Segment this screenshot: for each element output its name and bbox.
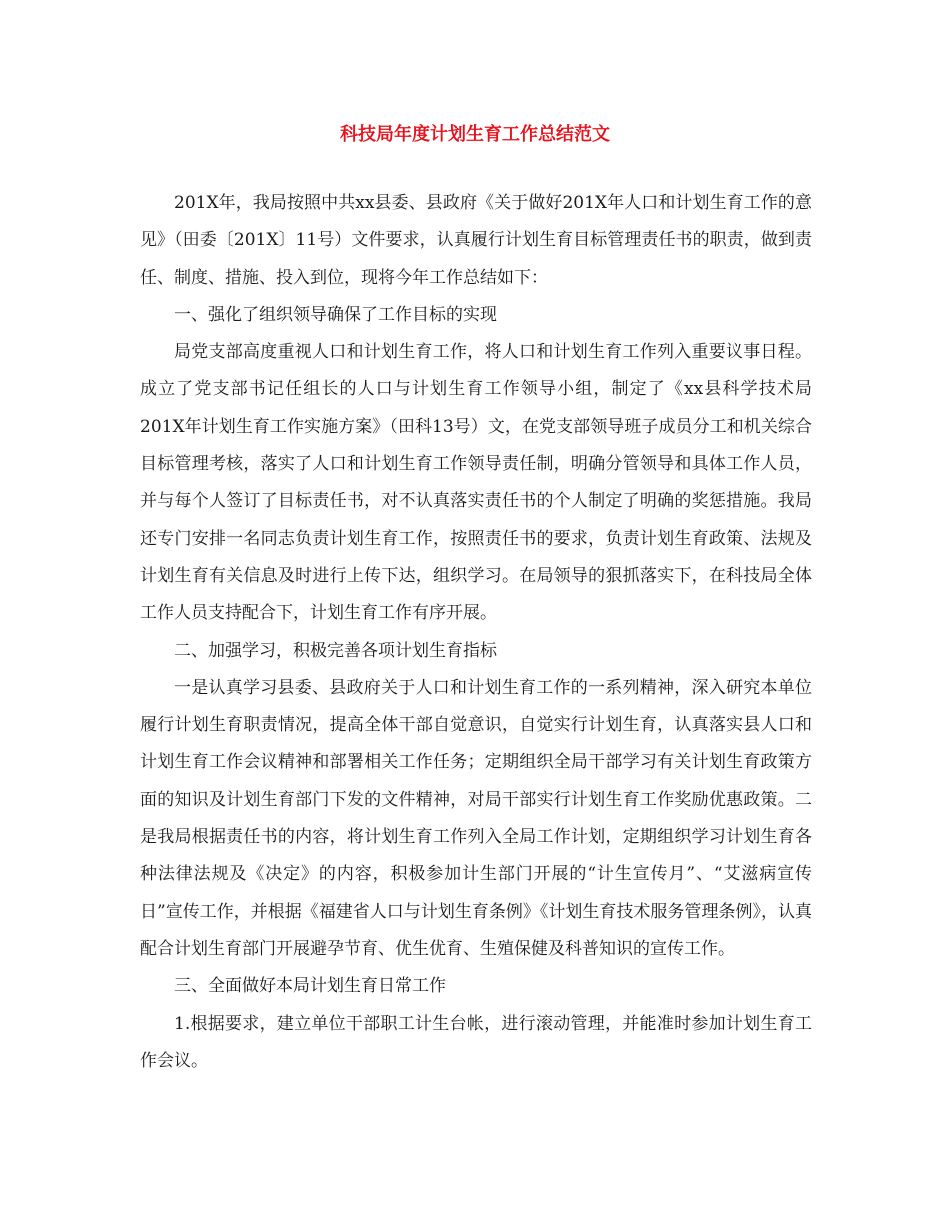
section-heading-3: 三、全面做好本局计划生育日常工作 — [174, 976, 446, 997]
section-heading-2: 二、加强学习，积极完善各项计划生育指标 — [174, 640, 497, 661]
document-title: 科技局年度计划生育工作总结范文 — [340, 124, 610, 145]
document-body — [140, 185, 812, 1080]
paragraph-section-1: 局党支部高度重视人口和计划生育工作，将人口和计划生育工作列入重要议事日程。成立了党支部书记任组长的人口与计划生育工作领导小组，制定了《xx县科学技术局201X年计划生育工作实施方案》（田科13号）文，在党支部领导班子成员分工和机关综合目标管理考核，落实了人口和计划生育工作领导责任制，明确分管领导和具体工作人员，并与每个人签订了目标责任书，对不认真落实责任书的个人制定了明确的奖惩措施。我局还专门安排一名同志负责计划生育工作，按照责任书的要求，负责计划生育政策、法规及计划生育有关信息及时进行上传下达，组织学习。在局领导的狠抓落实下，在科技局全体工作人员支持配合下，计划生育工作有序开展。 — [140, 342, 812, 624]
paragraph-section-2: 一是认真学习县委、县政府关于人口和计划生育工作的一系列精神，深入研究本单位履行计划生育职责情况，提高全体干部自觉意识，自觉实行计划生育，认真落实县人口和计划生育工作会议精神和部署相关工作任务；定期组织全局干部学习有关计划生育政策方面的知识及计划生育部门下发的文件精神，对局干部实行计划生育工作奖励优惠政策。二是我局根据责任书的内容，将计划生育工作列入全局工作计划，定期组织学习计划生育各种法律法规及《决定》的内容，积极参加计生部门开展的“计生宣传月”、“艾滋病宣传日”宣传工作，并根据《福建省人口与计划生育条例》《计划生育技术服务管理条例》，认真配合计划生育部门开展避孕节育、优生优育、生殖保健及科普知识的宣传工作。 — [140, 677, 812, 959]
paragraph-intro: 201X年，我局按照中共xx县委、县政府《关于做好201X年人口和计划生育工作的意见》（田委〔201X〕11号）文件要求，认真履行计划生育目标管理责任书的职责，做到责任、制度、措施、投入到位，现将今年工作总结如下： — [140, 193, 812, 288]
paragraph-section-3-item-1: 1.根据要求，建立单位干部职工计生台帐，进行滚动管理，并能准时参加计划生育工作会议。 — [140, 1013, 812, 1071]
section-heading-1: 一、强化了组织领导确保了工作目标的实现 — [174, 304, 497, 325]
